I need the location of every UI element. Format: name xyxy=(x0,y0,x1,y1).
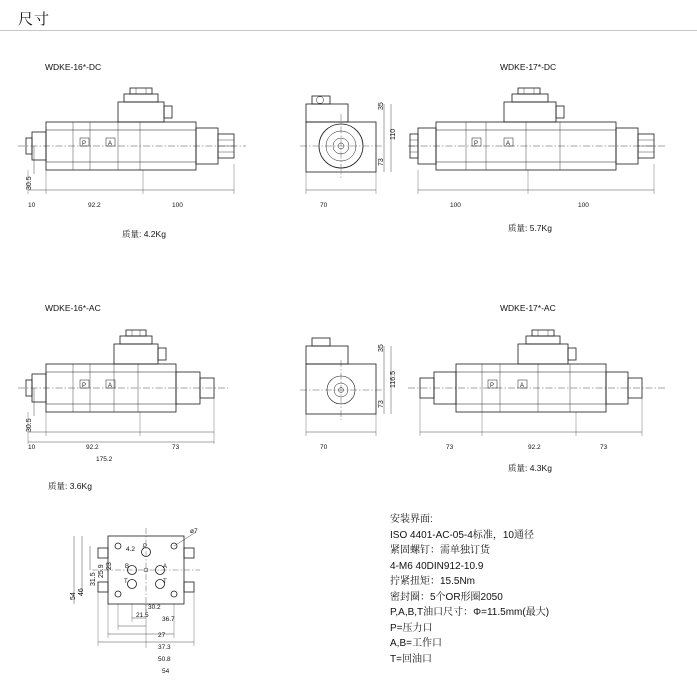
figure-wdke-17-dc-front xyxy=(288,78,398,228)
dim-wdke-17-ac-b3: 73 xyxy=(600,444,608,451)
weight-wdke-16-ac: 质量: 3.6Kg xyxy=(48,481,92,491)
installation-spec-block xyxy=(390,512,549,667)
svg-text:T: T xyxy=(163,579,167,585)
weight-wdke-17-dc: 质量: 5.7Kg xyxy=(508,223,552,233)
svg-text:B: B xyxy=(125,564,130,570)
svg-text:P: P xyxy=(490,383,495,389)
dim-wdke-16-ac-total: 175.2 xyxy=(96,456,113,463)
footprint-v-dim-1: 4.2 xyxy=(126,546,136,553)
dim-wdke-17-dc-b1: 100 xyxy=(450,202,461,209)
dim-wdke-16-ac-b1: 10 xyxy=(28,444,36,451)
figure-wdke-16-ac xyxy=(18,320,248,470)
spec-line-7: P,A,B,T油口尺寸：Φ=11.5mm(最大) xyxy=(390,607,550,618)
dim-wdke-17-ac-front-b: 70 xyxy=(320,444,328,451)
spec-line-4: 4-M6 40DIN912-10.9 xyxy=(390,560,484,572)
svg-text:A: A xyxy=(520,383,525,389)
dim-wdke-16-dc-b3: 100 xyxy=(172,202,183,209)
spec-line-10: T=回油口 xyxy=(390,653,432,665)
spec-line-8: P=压力口 xyxy=(390,622,433,634)
footprint-v-dim-4: 31.5 xyxy=(90,572,97,586)
figure-wdke-17-ac-front xyxy=(288,320,398,470)
figure-label-wdke-17-ac: WDKE-17*-AC xyxy=(500,303,556,313)
figure-label-wdke-17-dc: WDKE-17*-DC xyxy=(500,62,557,72)
svg-text:P: P xyxy=(143,544,148,550)
spec-line-1: 安装界面: xyxy=(390,514,433,525)
dim-wdke-17-ac-b1: 73 xyxy=(446,444,454,451)
footprint-h-dim-5: 37.3 xyxy=(158,644,171,651)
dim-wdke-17-ac-v2: 116.5 xyxy=(390,371,397,388)
footprint-h-dim-3: 36.7 xyxy=(162,616,175,623)
svg-text:A: A xyxy=(163,564,168,570)
svg-text:P: P xyxy=(82,383,87,389)
dim-wdke-17-ac-v1: 35 xyxy=(378,344,385,352)
dim-wdke-16-dc-left: 30.5 xyxy=(26,176,33,190)
dim-wdke-17-dc-front-b: 70 xyxy=(320,202,328,209)
svg-text:A: A xyxy=(108,383,113,389)
spec-line-2: ISO 4401-AC-05-4标准，10通径 xyxy=(390,529,534,541)
spec-line-5: 拧紧扭矩：15.5Nm xyxy=(390,576,476,587)
svg-text:P: P xyxy=(82,141,87,147)
spec-line-6: 密封圈：5个OR形圈2050 xyxy=(390,591,503,603)
svg-text:T: T xyxy=(124,579,128,585)
dim-wdke-16-dc-b1: 10 xyxy=(28,202,36,209)
dim-wdke-16-dc-b2: 92.2 xyxy=(88,202,101,209)
footprint-h-dim-6: 50.8 xyxy=(158,656,171,663)
dim-wdke-17-dc-v1: 35 xyxy=(378,102,385,110)
footprint-hole-note: ø7 xyxy=(190,528,198,535)
footprint-h-dim-4: 27 xyxy=(158,632,166,639)
dim-wdke-16-ac-left: 30.5 xyxy=(26,418,33,432)
footprint-h-dim-2: 30.2 xyxy=(148,604,161,611)
figure-label-wdke-16-ac: WDKE-16*-AC xyxy=(45,303,101,313)
dim-wdke-17-dc-v3: 73 xyxy=(378,158,385,166)
svg-text:A: A xyxy=(506,141,511,147)
dim-wdke-16-ac-b2: 92.2 xyxy=(86,444,99,451)
footprint-h-dim-7: 54 xyxy=(162,668,170,675)
weight-wdke-17-ac: 质量: 4.3Kg xyxy=(508,463,552,473)
weight-wdke-16-dc: 质量: 4.2Kg xyxy=(122,229,166,239)
svg-text:A: A xyxy=(108,141,113,147)
figure-wdke-17-dc-side xyxy=(408,78,673,228)
footprint-h-dim-1: 21.5 xyxy=(136,612,149,619)
figure-wdke-16-dc xyxy=(18,78,248,228)
figure-label-wdke-16-dc: WDKE-16*-DC xyxy=(45,62,102,72)
dim-wdke-17-dc-v2: 110 xyxy=(390,128,397,140)
spec-line-3: 紧固螺钉：需单独订货 xyxy=(390,545,490,556)
footprint-v-dim-6: 54 xyxy=(70,592,77,600)
spec-line-9: A,B=工作口 xyxy=(390,638,442,649)
footprint-v-dim-5: 46 xyxy=(78,588,85,596)
dim-wdke-17-ac-b2: 92.2 xyxy=(528,444,541,451)
dim-wdke-17-ac-v3: 73 xyxy=(378,400,385,408)
footprint-v-dim-3: 25.9 xyxy=(98,564,105,578)
svg-text:P: P xyxy=(474,141,479,147)
footprint-v-dim-2: 23 xyxy=(106,562,113,570)
title-divider xyxy=(0,30,697,31)
page-title: 尺寸 xyxy=(18,11,51,28)
dim-wdke-16-ac-b3: 73 xyxy=(172,444,180,451)
dim-wdke-17-dc-b2: 100 xyxy=(578,202,589,209)
